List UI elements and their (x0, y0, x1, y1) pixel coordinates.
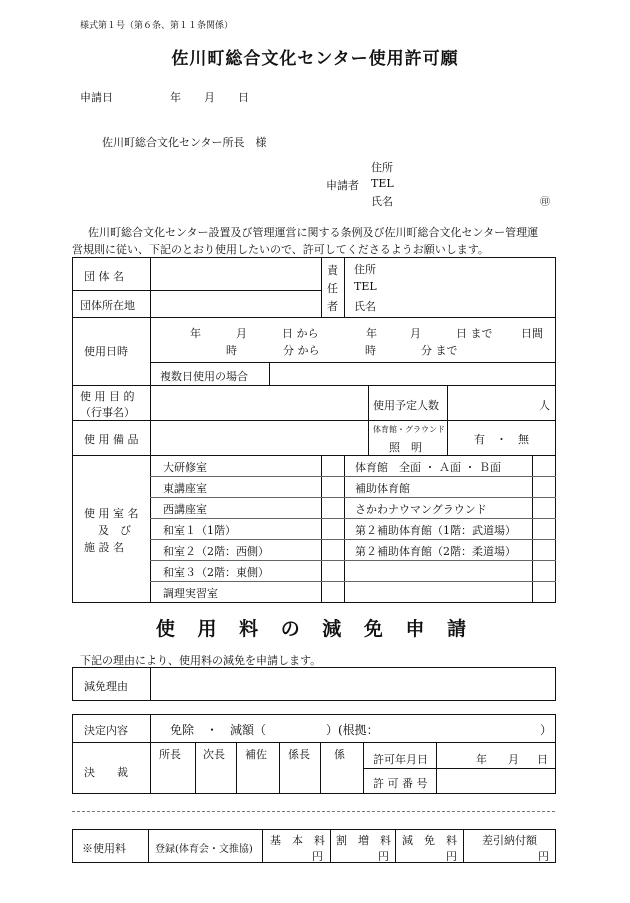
approver-assistant: 補佐 (245, 748, 267, 761)
decision-close-paren: ） (540, 723, 553, 737)
time-start-minute: 分 から (283, 344, 320, 357)
approver-director: 所長 (159, 748, 181, 761)
room-item[interactable]: 調理実習室 (163, 587, 218, 600)
fee-net-label: 差引納付額 (482, 834, 537, 847)
seal-mark: ㊞ (540, 197, 550, 208)
date-start-month: 月 (236, 327, 247, 340)
date-start-day: 日 から (282, 327, 319, 340)
time-end-minute: 分 まで (421, 344, 458, 357)
responsible-char-1: 責 (327, 264, 338, 277)
lighting-label: 照 明 (389, 441, 422, 454)
form-number: 様式第１号（第６条、第１１条関係） (80, 21, 234, 31)
usage-date-label: 使用日時 (84, 345, 128, 358)
rooms-label-1: 使 用 室 名 (84, 507, 139, 520)
room-item[interactable]: 東講座室 (163, 482, 207, 495)
intro-line-2: 営規則に従い、下記のとおり使用したいので、許可してくださるようお願いします。 (72, 243, 489, 256)
fee-label: ※使用料 (82, 842, 126, 855)
facility-item[interactable]: さかわナウマングラウンド (355, 503, 487, 516)
event-name-label: （行事名） (80, 406, 135, 419)
approval-label: 決 裁 (84, 766, 128, 779)
responsible-char-3: 者 (327, 300, 338, 313)
rooms-label-2: 及 び (98, 524, 131, 537)
application-date-label: 申請日 (80, 91, 113, 104)
decision-label: 決定内容 (84, 724, 128, 737)
rooms-label-3: 施 設 名 (84, 541, 124, 554)
approver-deputy: 次長 (203, 748, 225, 761)
date-end-day: 日 まで (456, 327, 493, 340)
group-name-label: 団 体 名 (84, 270, 124, 283)
approver-staff: 係 (334, 748, 345, 761)
room-item[interactable]: 和室１（1階） (163, 524, 236, 537)
permit-number-label: 許 可 番 号 (373, 777, 428, 790)
responsible-address-label: 住所 (354, 263, 376, 276)
date-end-year: 年 (366, 327, 377, 340)
reduction-title: 使 用 料 の 減 免 申 請 (155, 618, 475, 640)
reduction-intro: 下記の理由により、使用料の減免を申請します。 (80, 654, 322, 667)
date-end-month: 月 (410, 327, 421, 340)
cut-line (72, 811, 555, 812)
responsible-char-2: 任 (327, 282, 338, 295)
approver-chief: 係長 (288, 748, 310, 761)
purpose-label: 使 用 目 的 (80, 390, 135, 403)
fee-net-yen: 円 (538, 850, 549, 863)
room-item[interactable]: 和室３（2階：東側） (163, 566, 269, 579)
decision-content: 免除 ・ 減額（ ）(根拠： (170, 723, 379, 737)
fee-registration: 登録(体育会・文推協) (155, 844, 253, 855)
applicant-tel-label: TEL (371, 177, 394, 190)
intro-line-1: 佐川町総合文化センター設置及び管理運営に関する条例及び佐川町総合文化センター管理運 (88, 226, 539, 239)
applicant-label: 申請者 (326, 179, 359, 192)
group-address-label: 団体所在地 (80, 299, 135, 312)
addressee: 佐川町総合文化センター所長 様 (102, 136, 267, 149)
applicant-address-label: 住所 (371, 161, 393, 174)
application-date-day: 日 (238, 91, 249, 104)
page-title: 佐川町総合文化センター使用許可願 (171, 49, 459, 69)
attendees-unit: 人 (539, 399, 550, 412)
permit-date-label: 許可年月日 (373, 753, 428, 766)
applicant-name-label: 氏名 (371, 195, 393, 208)
room-item[interactable]: 和室２（2階：西側） (163, 545, 269, 558)
reduction-reason-box (72, 667, 556, 701)
permit-year: 年 (476, 753, 487, 766)
room-item[interactable]: 大研修室 (163, 461, 207, 474)
lighting-facility-label: 体育館・グラウンド (373, 425, 445, 434)
multi-day-label: 複数日使用の場合 (160, 370, 248, 383)
facility-item[interactable]: 第２補助体育館（2階：柔道場） (355, 545, 516, 558)
fee-exemption-label: 減 免 料 (402, 834, 457, 847)
room-item[interactable]: 西講座室 (163, 503, 207, 516)
time-start-hour: 時 (226, 344, 237, 357)
application-date-month: 月 (204, 91, 215, 104)
permit-day: 日 (537, 753, 548, 766)
fee-exemption-yen: 円 (446, 850, 457, 863)
responsible-tel-label: TEL (354, 280, 377, 293)
application-date-year: 年 (170, 91, 181, 104)
fee-base-label: 基 本 料 (270, 834, 325, 847)
date-days: 日間 (521, 327, 543, 340)
fee-surcharge-label: 割 増 料 (336, 834, 391, 847)
lighting-options[interactable]: 有 ・ 無 (474, 433, 529, 446)
fee-surcharge-yen: 円 (378, 850, 389, 863)
permit-month: 月 (508, 753, 519, 766)
fee-base-yen: 円 (312, 850, 323, 863)
time-end-hour: 時 (365, 344, 376, 357)
responsible-name-label: 氏名 (354, 300, 376, 313)
attendees-label: 使用予定人数 (373, 399, 439, 412)
facility-item[interactable]: 補助体育館 (355, 482, 410, 495)
equipment-label: 使 用 備 品 (84, 433, 139, 446)
facility-item[interactable]: 体育館 全面 ・ Ａ面 ・ Ｂ面 (355, 461, 501, 474)
date-start-year: 年 (190, 327, 201, 340)
facility-item[interactable]: 第２補助体育館（1階：武道場） (355, 524, 516, 537)
reduction-reason-label: 減免理由 (84, 680, 128, 693)
